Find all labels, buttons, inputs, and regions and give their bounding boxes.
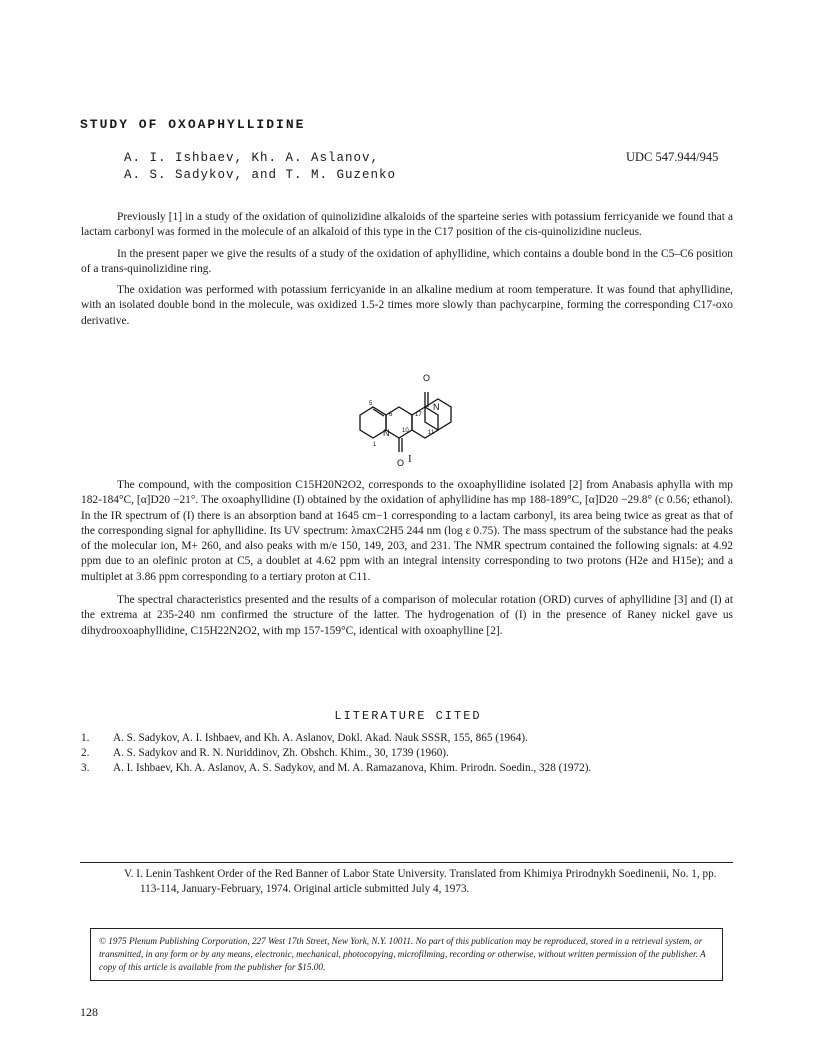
atom-label-n-left: N (383, 428, 390, 438)
reference-number: 2. (81, 747, 90, 759)
position-label-6: 6 (389, 412, 393, 418)
position-label-5: 5 (369, 401, 373, 407)
reference-text: A. I. Ishbaev, Kh. A. Aslanov, A. S. Sadykov, and M. A. Ramazanova, Khim. Prirodn. Soedin., 328 (1972). (113, 762, 592, 774)
paragraph-4: The compound, with the composition C15H20N2O2, corresponds to the oxoaphyllidine isolated [2] from Anabasis aphylla with mp 182-184°C, [α]D20 −21°. The oxoaphyllidine (I) obtained by the oxidation of aphyllidine has mp 188-189°C, [α]D20 −29.8° (c 0.56; ethanol). In the IR spectrum of (I) there is an absorption band at 1645 cm−1 corresponding to a lactam carbonyl, its area being twice as great as that of the corresponding signal for aphyllidine. Its UV spectrum: λmaxC2H5 244 nm (log ε 0.75). The mass spectrum of the substance had the peaks of the molecular ion, M+ 260, and also peaks with m/e 150, 149, 203, and 231. The NMR spectrum contained the following signals: at 4.92 ppm due to an olefinic proton at C5, a doublet at 4.62 ppm with an integral intensity corresponding to two protons (H2e and H15e); and a multiplet at 3.86 ppm corresponding to a tertiary proton at C11. (81, 479, 733, 583)
udc-code: UDC 547.944/945 (626, 150, 719, 164)
position-label-1: 1 (373, 442, 377, 448)
atom-label-o-bottom: O (397, 458, 405, 468)
footnote (124, 867, 732, 897)
structure-label: I (408, 453, 412, 465)
position-label-17: 17 (415, 412, 422, 418)
footnote-text: V. I. Lenin Tashkent Order of the Red Banner of Labor State University. Translated from Khimiya Prirodnykh Soedinenii, No. 1, pp. 113-114, January-February, 1974. Original article submitted July 4, 1973. (124, 868, 717, 895)
reference-text: A. S. Sadykov and R. N. Nuriddinov, Zh. Obshch. Khim., 30, 1739 (1960). (113, 747, 449, 759)
page-number: 128 (80, 1005, 98, 1019)
literature-heading: LITERATURE CITED (334, 709, 482, 723)
reference-list (81, 731, 733, 776)
article-title: STUDY OF OXOAPHYLLIDINE (80, 117, 306, 132)
reference-item (81, 746, 733, 761)
reference-item (81, 731, 733, 746)
atom-label-n-right: N (433, 402, 440, 412)
position-label-10: 10 (402, 428, 409, 434)
paragraph-2: In the present paper we give the results of a study of the oxidation of aphyllidine, which contains a double bond in the C5–C6 position of a trans-quinolizidine ring. (81, 247, 733, 275)
author-list (124, 150, 396, 184)
footnote-divider (80, 862, 733, 863)
reference-text: A. S. Sadykov, A. I. Ishbaev, and Kh. A. Aslanov, Dokl. Akad. Nauk SSSR, 155, 865 (1964). (113, 732, 528, 744)
authors-line-2: A. S. Sadykov, and T. M. Guzenko (124, 168, 397, 182)
paragraph-5: The spectral characteristics presented and the results of a comparison of molecular rotation (ORD) curves of aphyllidine [3] and (I) at the extrema at 235-240 nm confirmed the structure of the latter. The hydrogenation of (I) in the presence of Raney nickel gave us dihydrooxoaphyllidine, C15H22N2O2, with mp 157-159°C, identical with oxoaphylline [2]. (81, 594, 733, 637)
position-label-11: 11 (428, 430, 435, 436)
body-bottom (81, 478, 733, 639)
copyright-box (90, 928, 723, 981)
reference-number: 1. (81, 732, 90, 744)
atom-label-o-top: O (423, 373, 431, 383)
reference-number: 3. (81, 762, 90, 774)
body-top (81, 210, 733, 329)
authors-line-1: A. I. Ishbaev, Kh. A. Aslanov, (124, 151, 380, 165)
reference-item (81, 761, 733, 776)
paragraph-3: The oxidation was performed with potassium ferricyanide in an alkaline medium at room temperature. It was found that aphyllidine, with an isolated double bond in the molecule, was oxidized 1.5-2 times more slowly than pachycarpine, forming the corresponding C17-oxo derivative. (81, 284, 733, 327)
copyright-text: © 1975 Plenum Publishing Corporation, 227 West 17th Street, New York, N.Y. 10011. No part of this publication may be reproduced, stored in a retrieval system, or transmitted, in any form or by any means, electronic, mechanical, photocopying, microfilming, recording or otherwise, without written permission of the publisher. A copy of this article is available from the publisher for $15.00. (99, 936, 706, 972)
paragraph-1: Previously [1] in a study of the oxidation of quinolizidine alkaloids of the sparteine series with potassium ferricyanide we found that a lactam carbonyl was formed in the molecule of an alkaloid of this type in the C17 position of the cis-quinolizidine nucleus. (81, 211, 733, 239)
